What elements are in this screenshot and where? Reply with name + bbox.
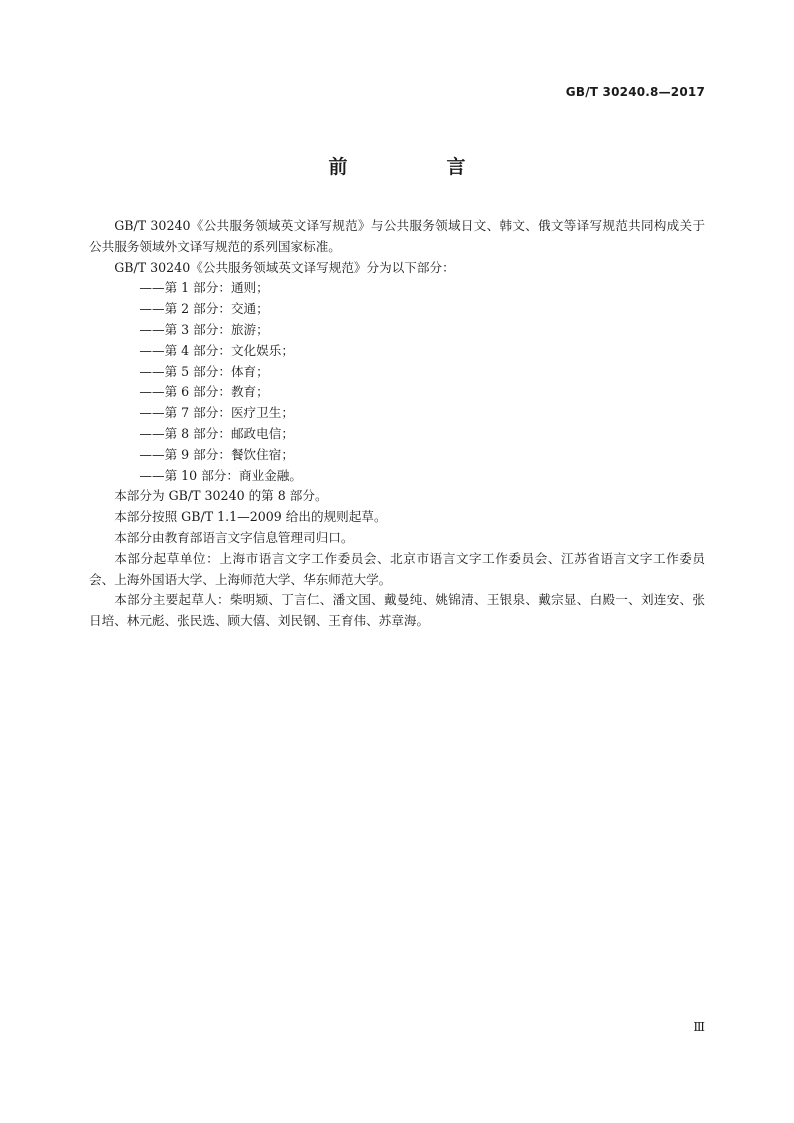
this-part-paragraph: 本部分为 GB/T 30240 的第 8 部分。 bbox=[114, 488, 328, 504]
list-item: ——第 6 部分：教育； bbox=[139, 384, 269, 400]
foreword-body bbox=[89, 216, 705, 632]
parts-intro-paragraph: GB/T 30240《公共服务领域英文译写规范》分为以下部分： bbox=[114, 259, 455, 275]
proposed-by-paragraph: 本部分由教育部语言文字信息管理司归口。 bbox=[114, 529, 354, 545]
drafting-units-paragraph: 本部分起草单位：上海市语言文字工作委员会、北京市语言文字工作委员会、江苏省语言文字工作委员会、上海外国语大学、上海师范大学、华东师范大学。 bbox=[89, 550, 705, 587]
list-item: ——第 2 部分：交通； bbox=[139, 301, 269, 317]
list-item: ——第 10 部分：商业金融。 bbox=[139, 467, 302, 483]
list-item: ——第 7 部分：医疗卫生； bbox=[139, 405, 294, 421]
page-number: Ⅲ bbox=[693, 1020, 705, 1034]
list-item: ——第 1 部分：通则； bbox=[139, 280, 269, 296]
list-item: ——第 8 部分：邮政电信； bbox=[139, 425, 294, 441]
parts-list bbox=[89, 278, 705, 486]
list-item: ——第 4 部分：文化娱乐； bbox=[139, 342, 294, 358]
drafting-rules-paragraph: 本部分按照 GB/T 1.1—2009 给出的规则起草。 bbox=[114, 509, 387, 525]
list-item: ——第 3 部分：旅游； bbox=[139, 321, 269, 337]
page-title: 前 言 bbox=[328, 156, 506, 178]
intro-paragraph: GB/T 30240《公共服务领域英文译写规范》与公共服务领域日文、韩文、俄文等译写规范共同构成关于公共服务领域外文译写规范的系列国家标准。 bbox=[89, 218, 705, 254]
list-item: ——第 9 部分：餐饮住宿； bbox=[139, 446, 294, 462]
standard-code: GB/T 30240.8—2017 bbox=[565, 85, 705, 99]
drafters-paragraph: 本部分主要起草人：柴明颎、丁言仁、潘文国、戴曼纯、姚锦清、王银泉、戴宗显、白殿一、刘连安、张日培、林元彪、张民选、顾大僖、刘民钢、王育伟、苏章海。 bbox=[89, 592, 705, 629]
list-item: ——第 5 部分：体育； bbox=[139, 363, 269, 379]
